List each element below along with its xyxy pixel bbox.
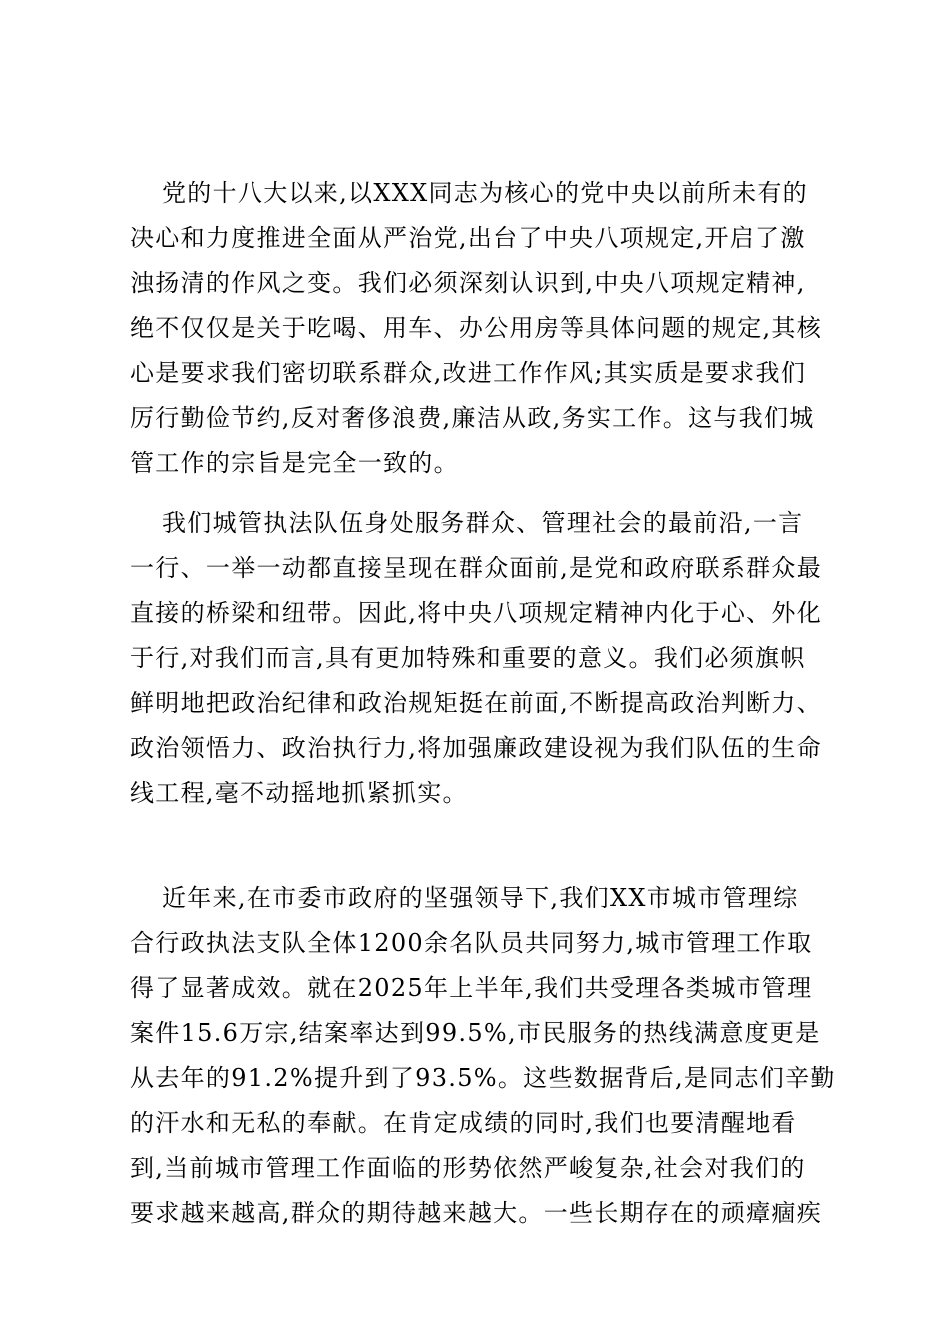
paragraph-enforcement-team [130, 501, 830, 861]
paragraph-line: 我们城管执法队伍身处服务群众、管理社会的最前沿,一言 [162, 509, 804, 537]
paragraph-line: 到,当前城市管理工作面临的形势依然严峻复杂,社会对我们的 [130, 1154, 806, 1182]
paragraph-line: 厉行勤俭节约,反对奢侈浪费,廉洁从政,务实工作。这与我们城 [130, 404, 815, 432]
paragraph-line: 管工作的宗旨是完全一致的。 [130, 449, 459, 477]
paragraph-line: 一行、一举一动都直接呈现在群众面前,是党和政府联系群众最 [130, 554, 823, 582]
document-body [130, 171, 836, 1236]
paragraph-line: 线工程,毫不动摇地抓紧抓实。 [130, 779, 468, 807]
paragraph-line: 近年来,在市委市政府的坚强领导下,我们XX市城市管理综 [162, 884, 799, 912]
paragraph-line: 直接的桥梁和纽带。因此,将中央八项规定精神内化于心、外化 [130, 599, 823, 627]
paragraph-line: 的汗水和无私的奉献。在肯定成绩的同时,我们也要清醒地看 [130, 1109, 797, 1137]
paragraph-line: 决心和力度推进全面从严治党,出台了中央八项规定,开启了激 [130, 224, 806, 252]
paragraph-line [130, 816, 830, 861]
paragraph-line: 合行政执法支队全体1200余名队员共同努力,城市管理工作取 [130, 929, 813, 957]
paragraph-achievements [130, 876, 836, 1236]
paragraph-central-eight-regulations [130, 171, 830, 486]
paragraph-line: 案件15.6万宗,结案率达到99.5%,市民服务的热线满意度更是 [130, 1019, 821, 1047]
paragraph-line: 政治领悟力、政治执行力,将加强廉政建设视为我们队伍的生命 [130, 734, 823, 762]
paragraph-line: 绝不仅仅是关于吃喝、用车、办公用房等具体问题的规定,其核 [130, 314, 823, 342]
paragraph-line: 于行,对我们而言,具有更加特殊和重要的意义。我们必须旗帜 [130, 644, 806, 672]
paragraph-line: 心是要求我们密切联系群众,改进工作作风;其实质是要求我们 [130, 359, 807, 387]
paragraph-line: 鲜明地把政治纪律和政治规矩挺在前面,不断提高政治判断力、 [130, 689, 823, 717]
paragraph-line: 浊扬清的作风之变。我们必须深刻认识到,中央八项规定精神, [130, 269, 806, 297]
paragraph-line: 得了显著成效。就在2025年上半年,我们共受理各类城市管理 [130, 974, 813, 1002]
paragraph-line: 从去年的91.2%提升到了93.5%。这些数据背后,是同志们辛勤 [130, 1064, 836, 1092]
paragraph-line: 党的十八大以来,以XXX同志为核心的党中央以前所未有的 [162, 179, 808, 207]
paragraph-gap [130, 861, 830, 876]
paragraph-gap [130, 486, 830, 501]
paragraph-line: 要求越来越高,群众的期待越来越大。一些长期存在的顽瘴痼疾 [130, 1199, 823, 1227]
